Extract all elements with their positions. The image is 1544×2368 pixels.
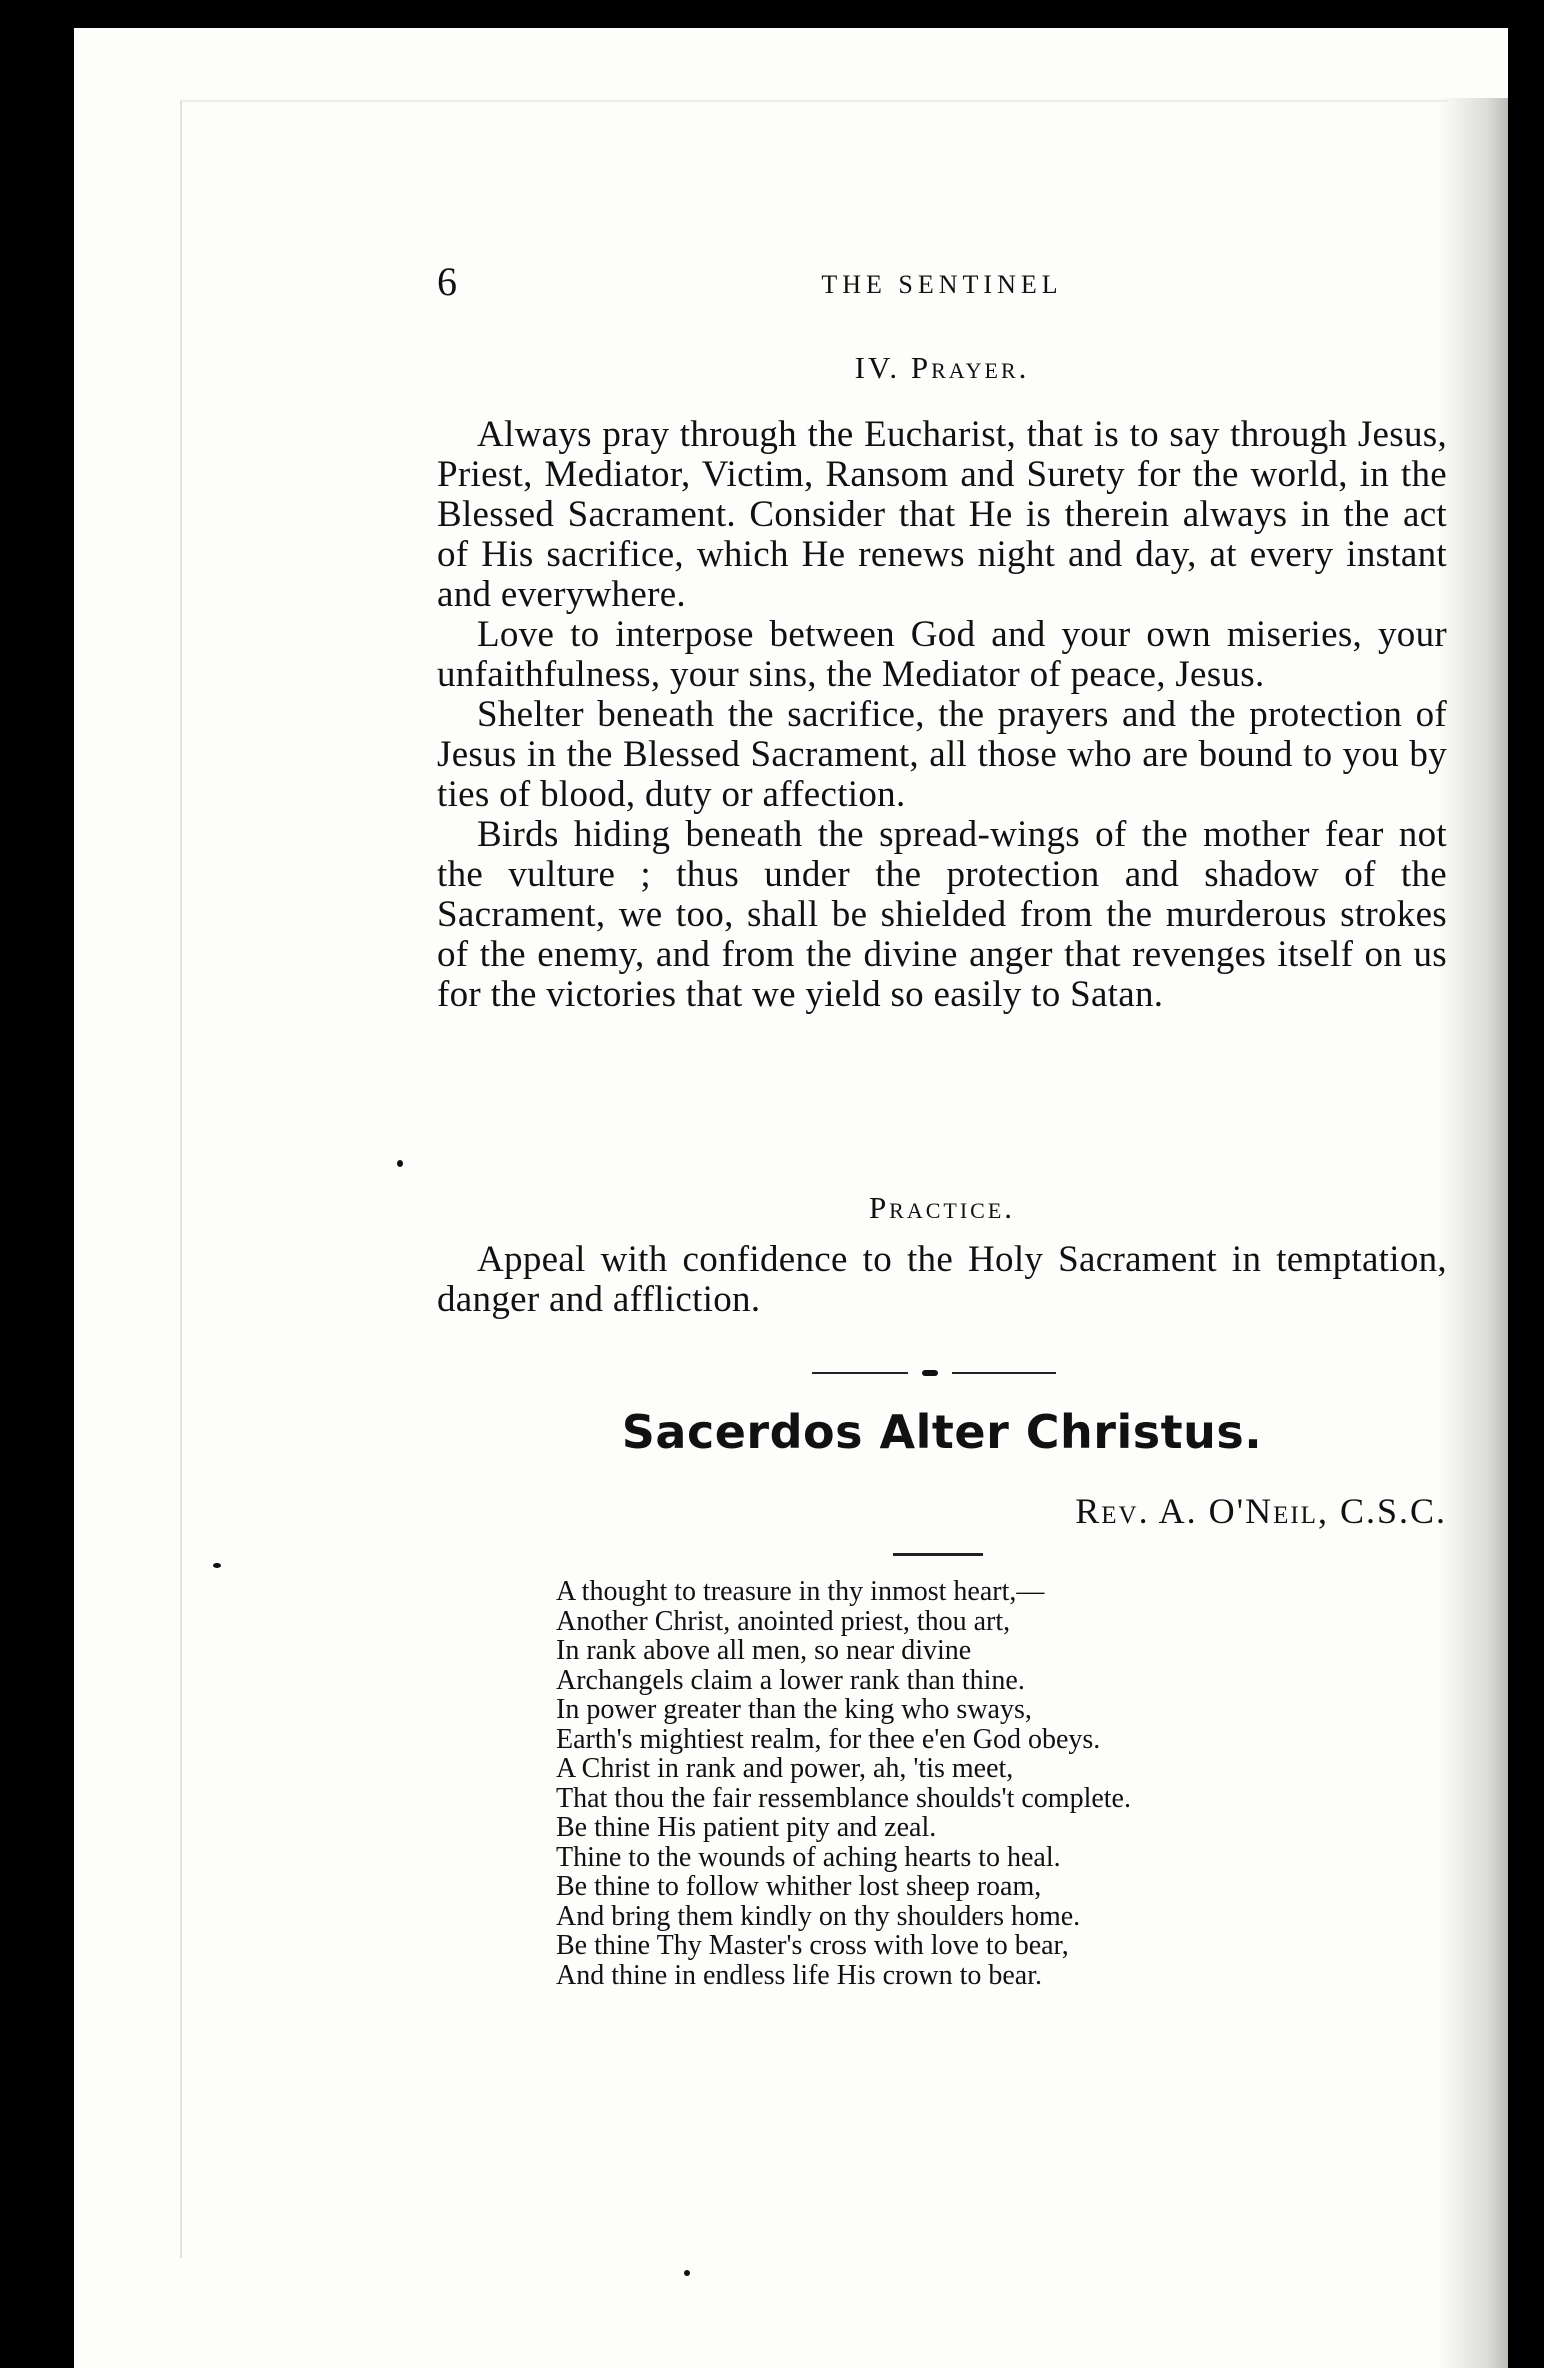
prayer-paragraph: Love to interpose between God and your own miseries, your unfaithfulness, your sins, the Mediator of peace, Jesus. <box>437 614 1447 695</box>
poem-line: In rank above all men, so near divine <box>556 1635 972 1666</box>
poem-line: Be thine His patient pity and zeal. <box>556 1812 937 1843</box>
prayer-paragraph: Shelter beneath the sacrifice, the prayers and the protection of Jesus in the Blessed Sacrament, all those who are bound to you by ties of blood, duty or affection. <box>437 694 1447 815</box>
poem-line: Archangels claim a lower rank than thine. <box>556 1664 1025 1696</box>
poem-line: Another Christ, anointed priest, thou art, <box>556 1605 1011 1637</box>
poem-line: In power greater than the king who sways, <box>556 1694 1032 1725</box>
running-title: THE SENTINEL <box>821 270 1063 299</box>
practice-body <box>437 1240 1447 1320</box>
poem-line: And thine in endless life His crown to bear. <box>556 1959 1043 1991</box>
poem-line: Be thine to follow whither lost sheep roam, <box>556 1871 1042 1902</box>
poem-line: A Christ in rank and power, ah, 'tis meet, <box>556 1753 1014 1784</box>
poem-line: Be thine Thy Master's cross with love to bear, <box>556 1930 1069 1961</box>
ink-speck <box>397 1160 403 1167</box>
practice-paragraph: Appeal with confidence to the Holy Sacrament in temptation, danger and affliction. <box>437 1239 1447 1320</box>
section-heading-practice: Practice. <box>868 1190 1016 1225</box>
poem-author: Rev. A. O'Neil, C.S.C. <box>1075 1491 1447 1531</box>
ink-speck <box>684 2270 690 2276</box>
prayer-paragraph: Always pray through the Eucharist, that is to say through Jesus, Priest, Mediator, Victim, Ransom and Surety for the world, in the Blessed Sacrament. Consider that He is therein always in the act of His sacrifice, which He renews night and day, at every instant and everywhere. <box>437 414 1447 615</box>
poem-line: That thou the fair ressemblance shoulds't complete. <box>556 1782 1131 1814</box>
poem-body <box>556 1577 1376 1990</box>
prayer-paragraph: Birds hiding beneath the spread-wings of the mother fear not the vulture ; thus under the protection and shadow of the Sacrament, we too, shall be shielded from the murderous strokes of the enemy, and from the divine anger that revenges itself on us for the victories that we yield so easily to Satan. <box>437 814 1447 1015</box>
section-heading-prayer: IV. Prayer. <box>854 350 1030 385</box>
poem-line: And bring them kindly on thy shoulders home. <box>556 1900 1081 1932</box>
poem-title: Sacerdos Alter Christus. <box>621 1405 1263 1459</box>
poem-line: Thine to the wounds of aching hearts to heal. <box>556 1841 1061 1873</box>
prayer-body <box>437 415 1447 1015</box>
poem-line: A thought to treasure in thy inmost heart,— <box>556 1576 1045 1607</box>
ornament-divider <box>812 1370 1056 1376</box>
poem-line: Earth's mightiest realm, for thee e'en God obeys. <box>556 1723 1101 1755</box>
ink-speck <box>213 1563 221 1568</box>
page-edge-shadow <box>1438 98 1508 2368</box>
page-header <box>437 258 1447 308</box>
author-rule <box>893 1553 983 1556</box>
page-number: 6 <box>437 259 457 304</box>
